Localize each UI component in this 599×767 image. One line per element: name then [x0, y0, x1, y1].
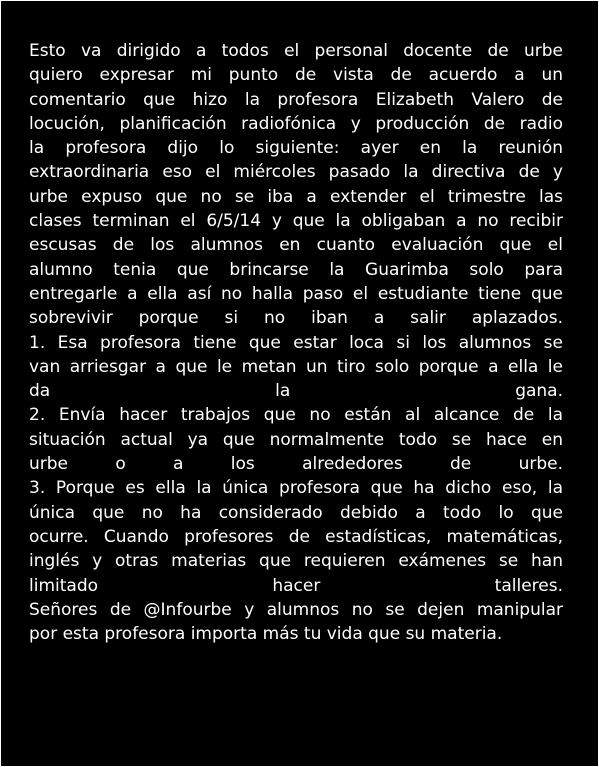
text-line: quiero expresar mi punto de vista de acuerdo a un	[29, 65, 563, 86]
text-line: entregarle a ella así no halla paso el estudiante tiene que	[29, 283, 563, 304]
text-line: por esta profesora importa más tu vida que su materia.	[29, 624, 503, 645]
text-line: da la gana.	[29, 381, 563, 402]
text-line: inglés y otras materias que requieren exámenes se han	[29, 551, 563, 572]
text-line: sobrevivir porque si no iban a salir aplazados.	[29, 308, 563, 329]
text-line: 1. Esa profesora tiene que estar loca si los alumnos se	[29, 332, 563, 353]
text-line: 2. Envía hacer trabajos que no están al alcance de la	[29, 405, 563, 426]
text-line: única que no ha considerado debido a todo lo que	[29, 502, 563, 523]
text-line: van arriesgar a que le metan un tiro solo porque a ella le	[29, 356, 563, 377]
text-line: Señores de @Infourbe y alumnos no se dejen manipular	[29, 599, 563, 620]
text-line: urbe o a los alrededores de urbe.	[29, 454, 563, 475]
text-line: locución, planificación radiofónica y producción de radio	[29, 113, 563, 134]
text-line: la profesora dijo lo siguiente: ayer en la reunión	[29, 138, 563, 159]
text-line: extraordinaria eso el miércoles pasado la directiva de y	[29, 162, 563, 183]
text-line: situación actual ya que normalmente todo se hace en	[29, 429, 563, 450]
text-line: ocurre. Cuando profesores de estadísticas, matemáticas,	[29, 526, 563, 547]
text-line: alumno tenia que brincarse la Guarimba solo para	[29, 259, 563, 280]
black-panel	[1, 1, 598, 766]
text-line: 3. Porque es ella la única profesora que ha dicho eso, la	[29, 478, 563, 499]
message-text	[29, 39, 563, 646]
text-line: limitado hacer talleres.	[29, 575, 563, 596]
text-line: Esto va dirigido a todos el personal docente de urbe	[29, 41, 563, 61]
text-line: urbe expuso que no se iba a extender el trimestre las	[29, 186, 563, 207]
text-line: clases terminan el 6/5/14 y que la obligaban a no recibir	[29, 211, 563, 232]
text-line: escusas de los alumnos en cuanto evaluación que el	[29, 235, 563, 256]
text-line: comentario que hizo la profesora Elizabeth Valero de	[29, 89, 563, 110]
